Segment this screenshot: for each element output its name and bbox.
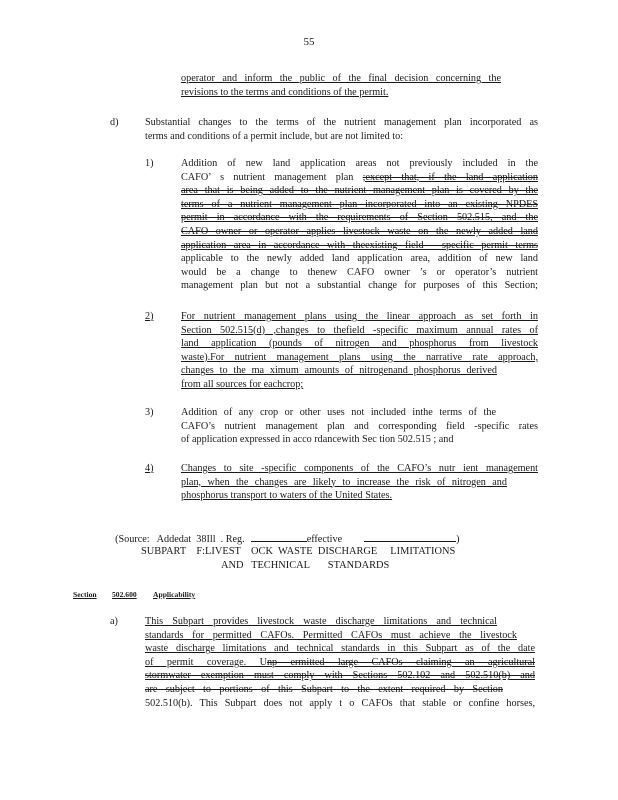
sub-item-3-label: 3) — [145, 407, 154, 418]
struck-text: np ermitted large CAFOs claiming an agricultural — [266, 656, 535, 668]
text-line: operator and inform the public of the final decision concerning the — [181, 73, 501, 84]
text-line: CAFO owner or operator applies livestock waste on the newly added land — [181, 225, 538, 237]
item-d-text — [145, 116, 538, 143]
source-close: ) — [456, 533, 460, 545]
text-line: terms and conditions of a permit include, but are not limited to: — [145, 130, 404, 142]
subpart-heading: SUBPART F:LIVEST OCK WASTE DISCHARGE LIMITATIONS — [141, 546, 456, 557]
text-line: CAFO’s nutrient management plan and corresponding field -specific rates — [181, 420, 538, 432]
text-line: permit in accordance with the requirements of Section 502.515, and the — [181, 212, 538, 224]
text-line: Addition of any crop or other uses not included inthe terms of the — [181, 407, 496, 418]
item-a-text — [145, 615, 535, 710]
text-segment: CAFO’ s nutrient management plan — [181, 171, 363, 183]
text-line: management plan but not a substantial change for purposes of this Section; — [181, 280, 538, 292]
text-line: changes to the ma ximum amounts of nitrogenand phosphorus derived — [181, 365, 497, 377]
sub-item-3-text — [181, 406, 538, 447]
text-line: revisions to the terms and conditions of the permit. — [181, 86, 389, 98]
source-note — [110, 517, 460, 546]
text-line: standards for permitted CAFOs. Permitted CAFOs must achieve the livestock — [145, 629, 517, 641]
text-segment: of permit coverage. U — [145, 656, 267, 668]
text-line: For nutrient management plans using the linear approach as set forth in — [181, 311, 538, 322]
text-line — [181, 171, 538, 185]
text-line: Section 502.515(d) ,changes to thefield -specific maximum annual rates of — [181, 324, 538, 336]
text-line: from all sources for eachcrop; — [181, 378, 304, 390]
blank-line — [364, 531, 456, 542]
sub-item-1-text — [181, 157, 538, 293]
subpart-heading-line2: AND TECHNICAL STANDARDS — [221, 560, 390, 571]
section-title: Applicability — [153, 590, 196, 599]
text-line: Substantial changes to the terms of the nutrient management plan incorporated as — [145, 117, 538, 128]
text-line: This Subpart provides livestock waste discharge limitations and technical — [145, 616, 497, 627]
text-line: applicable to the newly added land application area, addition of new land — [181, 253, 538, 265]
sub-item-2-label: 2) — [145, 311, 154, 322]
text-line: area that is being added to the nutrient management plan is covered by the — [181, 185, 538, 197]
text-line: land application (pounds of nitrogen and phosphorus from livestock — [181, 338, 538, 350]
item-d-label: d) — [110, 117, 119, 128]
text-line: terms of a nutrient management plan incorporated into an existing NPDES — [181, 198, 538, 210]
sub-item-4-text — [181, 462, 538, 503]
text-line: application area in accordance with theexisting field - specific permit terms — [181, 239, 538, 251]
text-line — [145, 656, 535, 670]
section-label: Section — [73, 590, 97, 599]
page-number: 55 — [303, 36, 315, 48]
text-line: phosphorus transport to waters of the United States. — [181, 490, 393, 502]
text-line: 502.510(b). This Subpart does not apply t o CAFOs that stable or confine horses, — [145, 697, 535, 709]
top-continuation — [181, 72, 501, 99]
text-line: of application expressed in acco rdancewith Sec tion 502.515 ; and — [181, 434, 454, 446]
text-line: Addition of new land application areas not previously included in the — [181, 158, 538, 169]
text-line: are subject to portions of this Subpart to the extent required by Section — [145, 683, 503, 695]
sub-item-4-label: 4) — [145, 463, 154, 474]
source-effective: effective — [306, 533, 343, 545]
text-line: waste).For nutrient management plans using the narrative rate approach, — [181, 351, 538, 363]
sub-item-1-label: 1) — [145, 158, 154, 169]
text-line: stormwater exemption must comply with Sections 502.102 and 502.510(b) and — [145, 670, 535, 682]
struck-text: ;except that, if the land application — [362, 171, 538, 183]
sub-item-2-text — [181, 310, 538, 392]
section-number: 502.600 — [112, 590, 137, 599]
text-line: waste discharge limitations and technical standards in this Subpart as of the date — [145, 643, 535, 655]
text-line: plan, when the changes are likely to increase the risk of nitrogen and — [181, 476, 507, 488]
text-line: would be a change to thenew CAFO owner ’s or operator’s nutrient — [181, 266, 538, 278]
blank-line — [251, 531, 307, 542]
item-a-label: a) — [110, 616, 118, 627]
text-line: Changes to site -specific components of the CAFO’s nutr ient management — [181, 463, 538, 474]
source-prefix: (Source: Addedat 38Ill . Reg. — [115, 533, 245, 545]
